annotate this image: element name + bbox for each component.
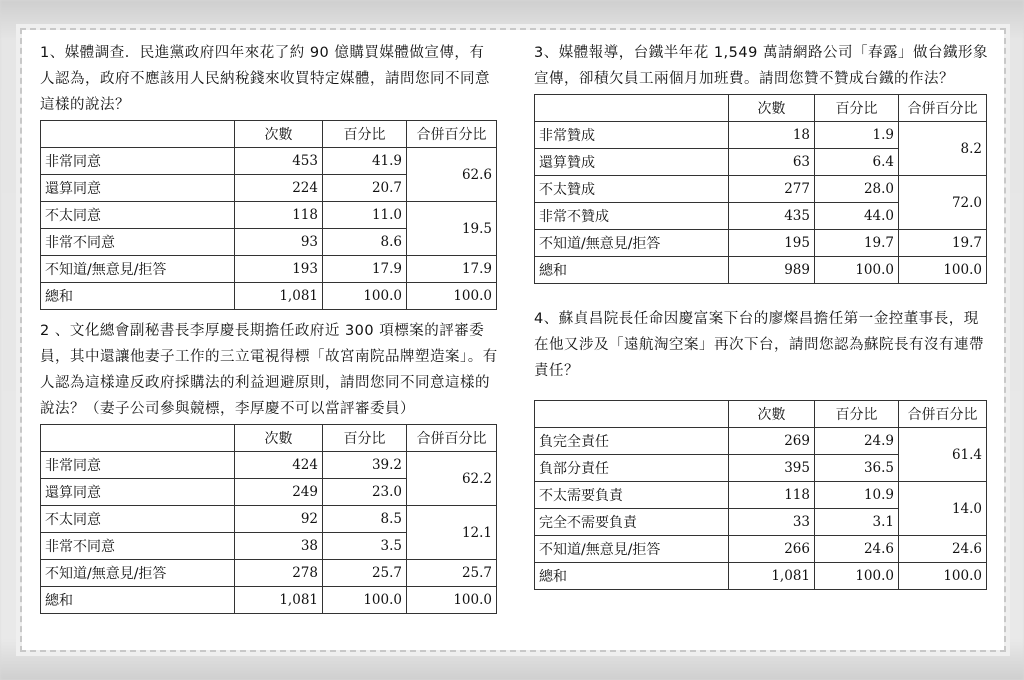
combined-percent: 17.9 xyxy=(407,256,497,283)
combined-percent: 19.5 xyxy=(407,202,497,256)
row-label: 還算同意 xyxy=(41,175,235,202)
row-count: 395 xyxy=(729,455,815,482)
table-row-total xyxy=(535,563,987,590)
header-blank xyxy=(41,425,235,452)
row-percent: 17.9 xyxy=(323,256,407,283)
row-label: 負部分責任 xyxy=(535,455,729,482)
row-label: 非常贊成 xyxy=(535,122,729,149)
row-label: 還算同意 xyxy=(41,479,235,506)
combined-percent: 8.2 xyxy=(899,122,987,176)
row-count: 269 xyxy=(729,428,815,455)
row-label: 總和 xyxy=(535,563,729,590)
row-percent: 8.6 xyxy=(323,229,407,256)
right-column xyxy=(534,40,988,590)
row-label: 不知道/無意見/拒答 xyxy=(41,256,235,283)
header-count: 次數 xyxy=(235,425,323,452)
combined-percent: 19.7 xyxy=(899,230,987,257)
table-row xyxy=(41,202,497,229)
question-1-text: 1、媒體調查．民進黨政府四年來花了約 90 億購買媒體做宣傳，有人認為，政府不應該用人民納稅錢來收買特定媒體，請問您同不同意這樣的說法？ xyxy=(40,45,490,113)
table-row-total xyxy=(535,257,987,284)
table-row xyxy=(535,536,987,563)
row-label: 非常同意 xyxy=(41,452,235,479)
row-percent: 25.7 xyxy=(323,560,407,587)
row-count: 453 xyxy=(235,148,323,175)
question-1-table xyxy=(40,120,497,310)
header-blank xyxy=(535,401,729,428)
header-percent: 百分比 xyxy=(323,121,407,148)
row-percent: 36.5 xyxy=(815,455,899,482)
row-count: 193 xyxy=(235,256,323,283)
table-header-row xyxy=(41,425,497,452)
question-4-text: 4、蘇貞昌院長任命因慶富案下台的廖燦昌擔任第一金控董事長，現在他又涉及「遠航淘空案」再次下台，請問您認為蘇院長有沒有連帶責任？ xyxy=(534,311,984,379)
row-count: 92 xyxy=(235,506,323,533)
question-3-text: 3、媒體報導，台鐵半年花 1,549 萬請網路公司「春露」做台鐵形象宣傳，卻積欠員工兩個月加班費。請問您贊不贊成台鐵的作法？ xyxy=(534,45,988,87)
row-count: 38 xyxy=(235,533,323,560)
row-percent: 3.1 xyxy=(815,509,899,536)
question-2-text: 2 、文化總會副秘書長李厚慶長期擔任政府近 300 項標案的評審委員，其中還讓他妻子工作的三立電視得標「故宮南院品牌塑造案」。有人認為這樣違反政府採購法的利益迴避原則，請問您同不同意這樣的說法？（妻子公司參與競標，李厚慶不可以當評審委員） xyxy=(40,323,498,417)
header-count: 次數 xyxy=(729,401,815,428)
row-percent: 39.2 xyxy=(323,452,407,479)
survey-sheet xyxy=(22,30,1004,650)
row-percent: 24.9 xyxy=(815,428,899,455)
header-percent: 百分比 xyxy=(323,425,407,452)
table-row xyxy=(41,256,497,283)
header-count: 次數 xyxy=(729,95,815,122)
row-label: 非常不贊成 xyxy=(535,203,729,230)
table-header-row xyxy=(535,401,987,428)
row-count: 278 xyxy=(235,560,323,587)
row-percent: 23.0 xyxy=(323,479,407,506)
row-count: 435 xyxy=(729,203,815,230)
row-percent: 8.5 xyxy=(323,506,407,533)
header-count: 次數 xyxy=(235,121,323,148)
row-percent: 20.7 xyxy=(323,175,407,202)
table-header-row xyxy=(535,95,987,122)
row-count: 33 xyxy=(729,509,815,536)
table-row xyxy=(535,230,987,257)
combined-percent: 24.6 xyxy=(899,536,987,563)
question-3-table xyxy=(534,94,987,284)
combined-percent: 62.2 xyxy=(407,452,497,506)
row-label: 不太贊成 xyxy=(535,176,729,203)
row-percent: 10.9 xyxy=(815,482,899,509)
row-count: 277 xyxy=(729,176,815,203)
row-label: 不太同意 xyxy=(41,506,235,533)
combined-percent: 72.0 xyxy=(899,176,987,230)
row-label: 不太需要負責 xyxy=(535,482,729,509)
table-row xyxy=(535,176,987,203)
row-count: 118 xyxy=(729,482,815,509)
header-percent: 百分比 xyxy=(815,401,899,428)
row-label: 負完全責任 xyxy=(535,428,729,455)
row-percent: 41.9 xyxy=(323,148,407,175)
header-combined: 合併百分比 xyxy=(407,121,497,148)
row-label: 非常不同意 xyxy=(41,229,235,256)
header-combined: 合併百分比 xyxy=(899,401,987,428)
header-blank xyxy=(535,95,729,122)
row-count: 18 xyxy=(729,122,815,149)
combined-percent: 25.7 xyxy=(407,560,497,587)
table-row-total xyxy=(41,587,497,614)
table-row xyxy=(41,148,497,175)
row-percent: 6.4 xyxy=(815,149,899,176)
row-percent: 100.0 xyxy=(323,283,407,310)
row-percent: 100.0 xyxy=(815,563,899,590)
row-count: 195 xyxy=(729,230,815,257)
row-percent: 19.7 xyxy=(815,230,899,257)
row-percent: 3.5 xyxy=(323,533,407,560)
combined-percent: 100.0 xyxy=(407,283,497,310)
row-percent: 1.9 xyxy=(815,122,899,149)
table-row xyxy=(41,452,497,479)
row-count: 63 xyxy=(729,149,815,176)
row-percent: 100.0 xyxy=(815,257,899,284)
row-percent: 28.0 xyxy=(815,176,899,203)
row-label: 總和 xyxy=(535,257,729,284)
header-blank xyxy=(41,121,235,148)
row-percent: 24.6 xyxy=(815,536,899,563)
combined-percent: 12.1 xyxy=(407,506,497,560)
row-label: 不知道/無意見/拒答 xyxy=(535,230,729,257)
table-row xyxy=(535,428,987,455)
left-column xyxy=(40,40,498,614)
row-count: 989 xyxy=(729,257,815,284)
row-label: 總和 xyxy=(41,587,235,614)
row-label: 不太同意 xyxy=(41,202,235,229)
row-count: 224 xyxy=(235,175,323,202)
combined-percent: 100.0 xyxy=(407,587,497,614)
combined-percent: 14.0 xyxy=(899,482,987,536)
row-count: 118 xyxy=(235,202,323,229)
row-label: 不知道/無意見/拒答 xyxy=(535,536,729,563)
table-row-total xyxy=(41,283,497,310)
row-count: 1,081 xyxy=(729,563,815,590)
row-label: 總和 xyxy=(41,283,235,310)
row-label: 完全不需要負責 xyxy=(535,509,729,536)
row-percent: 11.0 xyxy=(323,202,407,229)
combined-percent: 61.4 xyxy=(899,428,987,482)
header-combined: 合併百分比 xyxy=(899,95,987,122)
combined-percent: 62.6 xyxy=(407,148,497,202)
table-row xyxy=(535,482,987,509)
table-row xyxy=(41,560,497,587)
row-count: 1,081 xyxy=(235,587,323,614)
table-header-row xyxy=(41,121,497,148)
table-row xyxy=(41,506,497,533)
row-count: 249 xyxy=(235,479,323,506)
table-row xyxy=(535,122,987,149)
row-count: 266 xyxy=(729,536,815,563)
row-count: 424 xyxy=(235,452,323,479)
header-combined: 合併百分比 xyxy=(407,425,497,452)
row-count: 93 xyxy=(235,229,323,256)
row-count: 1,081 xyxy=(235,283,323,310)
question-2-table xyxy=(40,424,497,614)
row-label: 不知道/無意見/拒答 xyxy=(41,560,235,587)
row-label: 還算贊成 xyxy=(535,149,729,176)
row-label: 非常同意 xyxy=(41,148,235,175)
row-percent: 44.0 xyxy=(815,203,899,230)
combined-percent: 100.0 xyxy=(899,257,987,284)
header-percent: 百分比 xyxy=(815,95,899,122)
row-percent: 100.0 xyxy=(323,587,407,614)
combined-percent: 100.0 xyxy=(899,563,987,590)
row-label: 非常不同意 xyxy=(41,533,235,560)
question-4-table xyxy=(534,400,987,590)
